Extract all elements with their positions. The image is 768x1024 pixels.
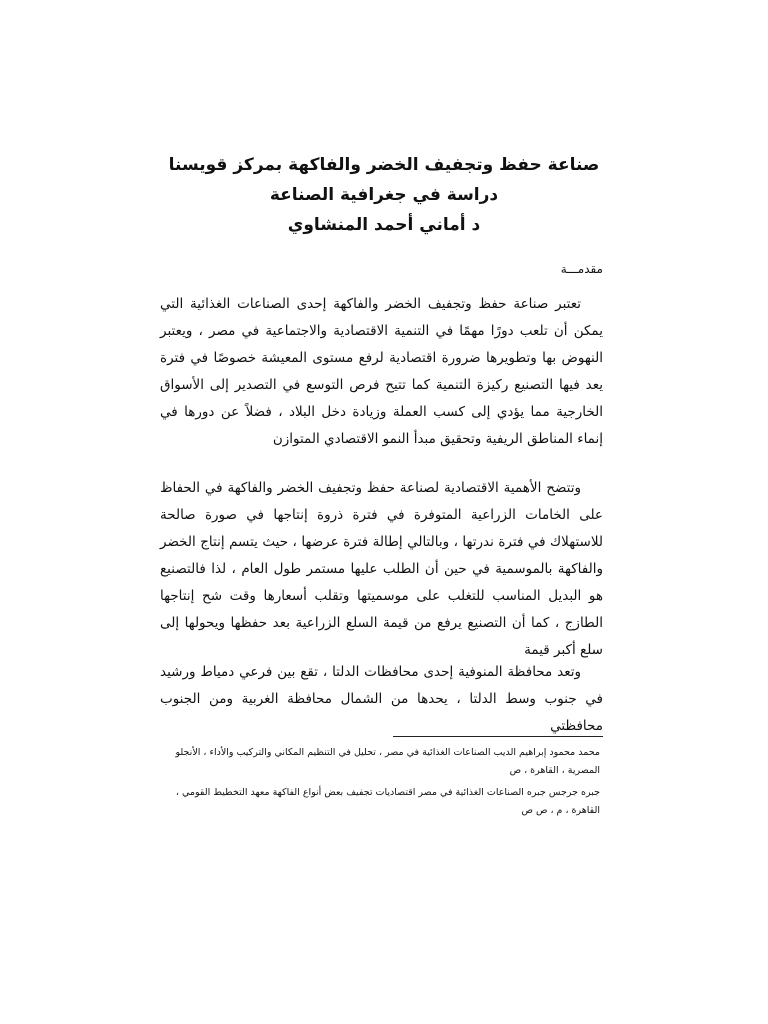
- footnotes: [160, 744, 600, 824]
- intro-heading: مقدمـــة: [560, 262, 603, 276]
- document-title: صناعة حفظ وتجفيف الخضر والفاكهة بمركز قويسنا: [168, 155, 600, 175]
- footnote-divider: [393, 736, 603, 737]
- document-subtitle: دراسة في جغرافية الصناعة: [269, 185, 499, 205]
- author-name: د أماني أحمد المنشاوي: [287, 215, 481, 235]
- body-paragraph: وتعد محافظة المنوفية إحدى محافظات الدلتا ، تقع بين فرعي دمياط ورشيد في جنوب وسط الدلتا ، يحدها من الشمال محافظة الغربية ومن الجنوب محافظتي: [160, 664, 603, 734]
- body-paragraph: تعتبر صناعة حفظ وتجفيف الخضر والفاكهة إحدى الصناعات الغذائية التي يمكن أن تلعب دورًا مهمًا في التنمية الاقتصادية والاجتماعية في مصر ، ويعتبر النهوض بها وتطويرها ضرورة اقتصادية لرفع مستوى المعيشة خصوصًا في فترة يعد فيها التصنيع ركيزة التنمية كما تتيح فرص التوسع في التصدير إلى الأسواق الخارجية مما يؤدي إلى كسب العملة وزيادة دخل البلاد ، فضلاً عن دورها في إنماء المناطق الريفية وتحقيق مبدأ النمو الاقتصادي المتوازن: [160, 296, 603, 447]
- title-block: [150, 150, 618, 240]
- body-paragraph: وتتضح الأهمية الاقتصادية لصناعة حفظ وتجفيف الخضر والفاكهة في الحفاظ على الخامات الزراعية المتوفرة في فترة ذروة إنتاجها في صورة صالحة للاستهلاك في فترة ندرتها ، وبالتالي إطالة فترة عرضها ، حيث يتسم إنتاج الخضر والفاكهة بالموسمية في حين أن الطلب عليها مستمر طول العام ، لذا فالتصنيع هو البديل المناسب للتغلب على موسميتها وتقلب أسعارها وقت شح إنتاجها الطازج ، كما أن التصنيع يرفع من قيمة السلع الزراعية بعد حفظها ويحولها إلى سلع أكبر قيمة: [160, 480, 603, 658]
- footnote: محمد محمود إبراهيم الديب الصناعات الغذائية في مصر ، تحليل في التنظيم المكاني والتركيب والأداء ، الأنجلو المصرية ، القاهرة ، ص: [175, 747, 600, 776]
- footnote: جبره جرجس جبره الصناعات الغذائية في مصر اقتصاديات تجفيف بعض أنواع الفاكهة معهد التخطيط القومي ، القاهرة ، م ، ص ص: [175, 787, 600, 816]
